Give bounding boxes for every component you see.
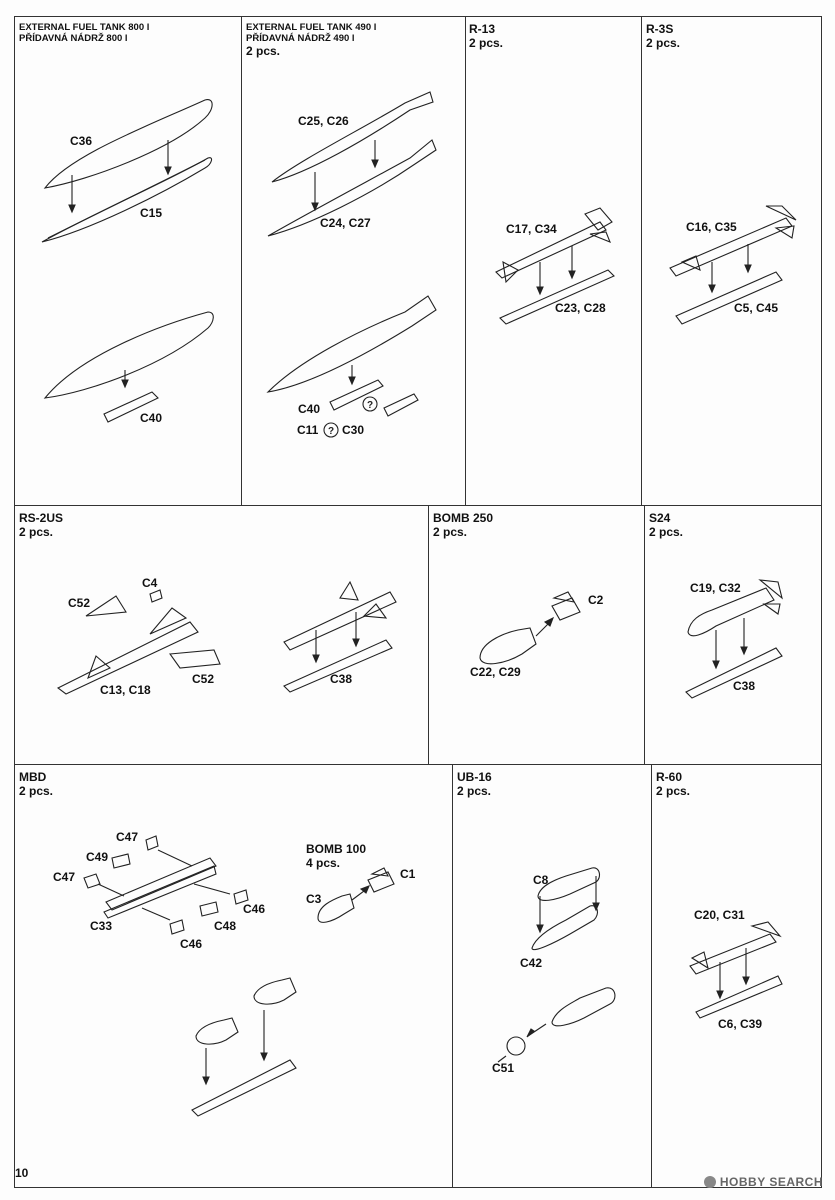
- part-label: C49: [86, 850, 109, 864]
- part-label: C51: [492, 1061, 515, 1075]
- part-label: C46: [180, 937, 203, 951]
- quantity: 2 pcs.: [433, 525, 468, 539]
- part-label: C2: [588, 593, 604, 607]
- title-en: EXTERNAL FUEL TANK 490 l: [246, 22, 377, 33]
- title: UB-16: [457, 770, 492, 784]
- title: BOMB 250: [433, 511, 494, 525]
- part-label: C42: [520, 956, 543, 970]
- part-label: C13, C18: [100, 683, 151, 697]
- part-label: C5, C45: [734, 301, 779, 315]
- quantity: 2 pcs.: [649, 525, 684, 539]
- quantity: 2 pcs.: [646, 36, 681, 50]
- part-label: C52: [192, 672, 215, 686]
- part-label: C17, C34: [506, 222, 557, 236]
- title: MBD: [19, 770, 47, 784]
- part-label: C1: [400, 867, 416, 881]
- part-label: C15: [140, 206, 163, 220]
- title-cz: PŘÍDAVNÁ NÁDRŽ 800 l: [19, 33, 128, 44]
- part-label: C40: [140, 411, 163, 425]
- part-label: C47: [116, 830, 139, 844]
- title: RS-2US: [19, 511, 64, 525]
- part-label: C23, C28: [555, 301, 606, 315]
- part-label: C30: [342, 423, 365, 437]
- part-label: C16, C35: [686, 220, 737, 234]
- optional-symbol: ?: [328, 426, 335, 437]
- part-label: C20, C31: [694, 908, 745, 922]
- quantity: 2 pcs.: [19, 525, 54, 539]
- title-en: EXTERNAL FUEL TANK 800 l: [19, 22, 150, 33]
- title: S24: [649, 511, 671, 525]
- watermark-logo-icon: [704, 1176, 716, 1188]
- part-label: C46: [243, 902, 266, 916]
- part-label: C4: [142, 576, 158, 590]
- title: R-3S: [646, 22, 674, 36]
- watermark: [704, 1175, 823, 1189]
- page-number: 10: [15, 1166, 29, 1180]
- part-label: C38: [330, 672, 353, 686]
- title: R-60: [656, 770, 683, 784]
- part-label: C22, C29: [470, 665, 521, 679]
- quantity: 2 pcs.: [469, 36, 504, 50]
- part-label: C6, C39: [718, 1017, 763, 1031]
- part-label: C24, C27: [320, 216, 371, 230]
- title: R-13: [469, 22, 496, 36]
- part-label: C8: [533, 873, 549, 887]
- part-label: C19, C32: [690, 581, 741, 595]
- part-label: C48: [214, 919, 237, 933]
- part-label: C52: [68, 596, 91, 610]
- part-label: C47: [53, 870, 76, 884]
- part-label: C11: [297, 423, 319, 437]
- quantity: 2 pcs.: [457, 784, 492, 798]
- part-label: C25, C26: [298, 114, 349, 128]
- watermark-text: HOBBY SEARCH: [719, 1175, 823, 1189]
- quantity: 2 pcs.: [19, 784, 54, 798]
- optional-symbol: ?: [367, 400, 374, 411]
- quantity: 4 pcs.: [306, 856, 341, 870]
- quantity: 2 pcs.: [246, 44, 281, 58]
- title: BOMB 100: [306, 842, 367, 856]
- part-label: C36: [70, 134, 93, 148]
- quantity: 2 pcs.: [656, 784, 691, 798]
- part-label: C38: [733, 679, 756, 693]
- part-label: C40: [298, 402, 321, 416]
- part-label: C33: [90, 919, 113, 933]
- title-cz: PŘÍDAVNÁ NÁDRŽ 490 l: [246, 33, 355, 44]
- part-label: C3: [306, 892, 322, 906]
